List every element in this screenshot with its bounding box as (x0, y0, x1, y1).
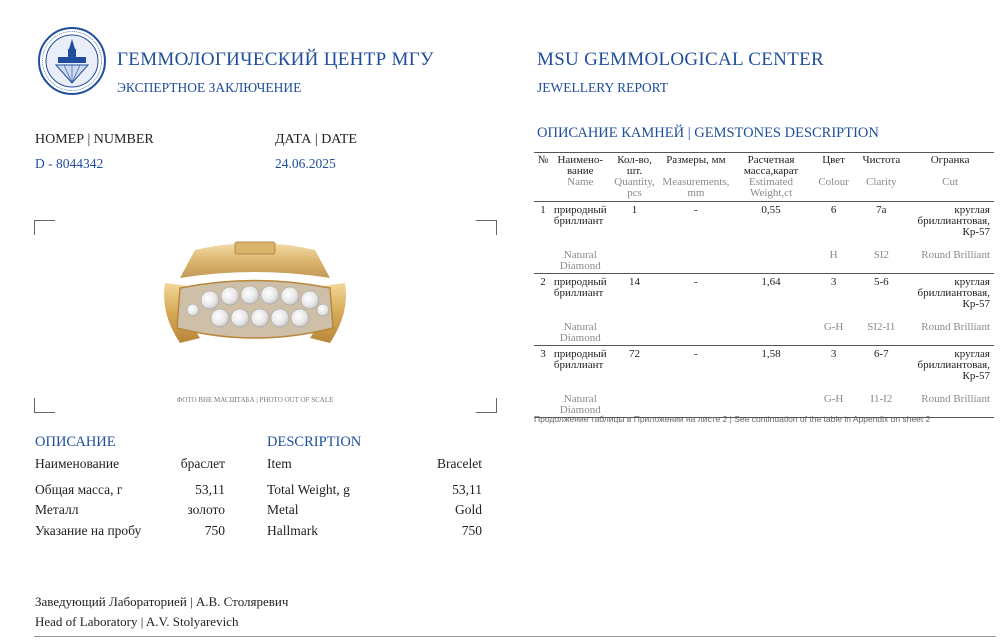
col-header-weight-en: Estimated Weight,ct (731, 177, 810, 202)
cell-num: 3 (540, 348, 546, 360)
description-label-ru: Указание на пробу (35, 523, 142, 538)
description-value-en: 53,11 (452, 482, 482, 497)
table-header-row-en (534, 177, 994, 202)
description-value-en: 750 (461, 523, 482, 538)
col-header-qty: Кол-во, шт. (609, 153, 661, 178)
cell-cut: круглая бриллиантовая, Кр-57 (917, 348, 990, 382)
photo-frame-corner (34, 220, 55, 235)
msu-university-emblem-icon (38, 27, 106, 95)
table-row (534, 274, 994, 311)
table-row (534, 346, 994, 383)
table-row-en (534, 310, 994, 346)
report-number-label: НОМЕР | NUMBER (35, 132, 154, 147)
cell-weight: 0,55 (761, 204, 781, 216)
cell-clarity: 6-7 (873, 348, 889, 360)
description-title-ru: ОПИСАНИЕ (35, 434, 116, 450)
col-header-cut-en: Cut (906, 177, 994, 202)
cell-clarity-en: SI2 (856, 238, 906, 274)
col-header-cut: Огранка (906, 153, 994, 178)
gemstones-title: ОПИСАНИЕ КАМНЕЙ | GEMSTONES DESCRIPTION (537, 125, 879, 141)
cell-clarity-en: I1-I2 (856, 382, 906, 418)
cell-cut: круглая бриллиантовая, Кр-57 (917, 204, 990, 238)
cell-size: - (694, 276, 698, 288)
description-label-en: Metal (267, 502, 299, 517)
cell-colour: 3 (830, 348, 837, 360)
cell-clarity-en: SI2-I1 (856, 310, 906, 346)
cell-size: - (694, 204, 698, 216)
col-header-clarity-en: Clarity (856, 177, 906, 202)
cell-clarity: 7a (876, 204, 887, 216)
photo-frame-corner (34, 398, 55, 413)
gemstones-table (534, 152, 994, 418)
table-row (534, 202, 994, 239)
description-label-en: Total Weight, g (267, 482, 350, 497)
photo-frame-corner (476, 220, 497, 235)
signature-line-ru: Заведующий Лабораторией | А.В. Столяревич (35, 594, 289, 609)
description-label-ru: Общая масса, г (35, 482, 123, 497)
cell-size: - (694, 348, 698, 360)
report-date-label: ДАТА | DATE (275, 132, 357, 147)
col-header-colour: Цвет (811, 153, 857, 178)
signature-line-en: Head of Laboratory | A.V. Stolyarevich (35, 614, 239, 629)
description-label-ru: Наименование (35, 456, 120, 471)
col-header-size-en: Measurements, mm (660, 177, 731, 202)
table-row-en (534, 382, 994, 418)
cell-name-en: Natural Diamond (552, 238, 609, 274)
cell-qty: 1 (631, 204, 638, 216)
cell-weight: 1,64 (761, 276, 781, 288)
description-value-ru: золото (187, 502, 225, 517)
photo-frame-corner (476, 398, 497, 413)
cell-weight: 1,58 (761, 348, 781, 360)
cell-colour: 3 (830, 276, 837, 288)
cell-colour-en: G-H (811, 310, 857, 346)
cell-cut-en: Round Brilliant (906, 238, 994, 274)
cell-num: 1 (540, 204, 546, 216)
col-header-size: Размеры, мм (660, 153, 731, 178)
bracelet-photo (155, 238, 355, 358)
description-label-ru: Металл (35, 502, 79, 517)
description-title-en: DESCRIPTION (267, 434, 362, 450)
col-header-name: Наимено-вание (552, 153, 609, 178)
header-title-ru: ГЕММОЛОГИЧЕСКИЙ ЦЕНТР МГУ (117, 49, 434, 70)
table-row-en (534, 238, 994, 274)
bottom-divider (34, 636, 996, 637)
table-header-row (534, 153, 994, 178)
col-header-qty-en: Quantity, pcs (609, 177, 661, 202)
col-header-clarity: Чистота (856, 153, 906, 178)
cell-cut: круглая бриллиантовая, Кр-57 (917, 276, 990, 310)
description-value-ru: 750 (204, 523, 225, 538)
table-footnote: Продолжение таблицы в Приложении на листе 2 | See continuation of the table in Appendix on sheet 2 (534, 414, 931, 424)
report-date-value: 24.06.2025 (275, 156, 336, 171)
cell-colour-en: G-H (811, 382, 857, 418)
cell-name-en: Natural Diamond (552, 310, 609, 346)
cell-qty: 72 (629, 348, 641, 360)
description-value-en: Bracelet (437, 456, 482, 471)
cell-colour: 6 (830, 204, 837, 216)
cell-name: природный бриллиант (553, 348, 607, 371)
description-value-ru: браслет (180, 456, 225, 471)
cell-colour-en: H (811, 238, 857, 274)
cell-name: природный бриллиант (553, 204, 607, 227)
report-number-value: D - 8044342 (35, 156, 104, 171)
photo-caption: ФОТО ВНЕ МАСШТАБА | PHOTO OUT OF SCALE (176, 396, 334, 404)
description-label-en: Hallmark (267, 523, 318, 538)
cell-name: природный бриллиант (553, 276, 607, 299)
header-subtitle-en: JEWELLERY REPORT (537, 80, 669, 95)
header-subtitle-ru: ЭКСПЕРТНОЕ ЗАКЛЮЧЕНИЕ (117, 80, 302, 95)
cell-name-en: Natural Diamond (552, 382, 609, 418)
cell-cut-en: Round Brilliant (906, 310, 994, 346)
col-header-name-en: Name (552, 177, 609, 202)
cell-cut-en: Round Brilliant (906, 382, 994, 418)
cell-num: 2 (540, 276, 546, 288)
description-value-en: Gold (455, 502, 482, 517)
col-header-num: № (534, 153, 552, 178)
cell-clarity: 5-6 (873, 276, 889, 288)
col-header-weight: Расчетная масса,карат (731, 153, 810, 178)
header-title-en: MSU GEMMOLOGICAL CENTER (537, 49, 824, 70)
cell-qty: 14 (629, 276, 641, 288)
description-value-ru: 53,11 (195, 482, 225, 497)
col-header-colour-en: Colour (811, 177, 857, 202)
description-label-en: Item (267, 456, 292, 471)
